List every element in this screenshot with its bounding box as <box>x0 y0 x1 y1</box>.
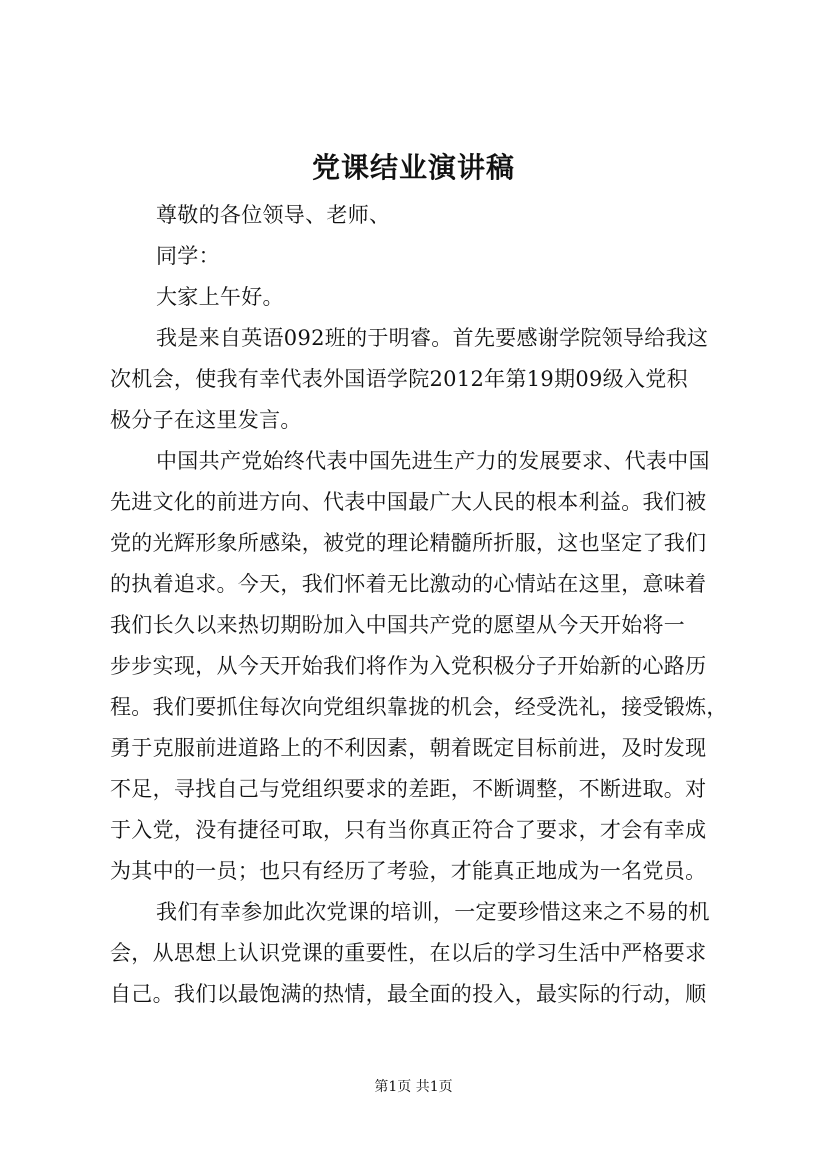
text-line: 会，从思想上认识党课的重要性，在以后的学习生活中严格要求 <box>110 941 707 965</box>
page-footer: 第1页 共1页 <box>374 1079 453 1095</box>
text-line: 的执着追求。今天，我们怀着无比激动的心情站在这里，意味着 <box>110 572 707 596</box>
text-line: 我是来自英语092班的于明睿。首先要感谢学院领导给我这 <box>156 326 709 350</box>
text-line: 勇于克服前进道路上的不利因素，朝着既定目标前进，及时发现 <box>110 736 707 760</box>
text-line: 中国共产党始终代表中国先进生产力的发展要求、代表中国 <box>156 449 710 473</box>
text-line: 我们长久以来热切期盼加入中国共产党的愿望从今天开始将一 <box>110 613 686 637</box>
text-line: 党的光辉形象所感染，被党的理论精髓所折服，这也坚定了我们 <box>110 531 707 555</box>
text-line: 极分子在这里发言。 <box>110 408 302 432</box>
document-title: 党课结业演讲稿 <box>311 151 515 184</box>
text-line: 程。我们要抓住每次向党组织靠拢的机会，经受洗礼，接受锻炼， <box>110 695 728 719</box>
text-line: 为其中的一员；也只有经历了考验，才能真正地成为一名党员。 <box>110 859 707 883</box>
text-line: 于入党，没有捷径可取，只有当你真正符合了要求，才会有幸成 <box>110 818 707 842</box>
document-body <box>110 195 728 1015</box>
text-line: 尊敬的各位领导、老师、 <box>156 203 391 227</box>
text-line: 先进文化的前进方向、代表中国最广大人民的根本利益。我们被 <box>110 490 707 514</box>
text-line: 同学： <box>156 244 220 268</box>
text-line: 步步实现，从今天开始我们将作为入党积极分子开始新的心路历 <box>110 654 707 678</box>
text-line: 不足，寻找自己与党组织要求的差距，不断调整，不断进取。对 <box>110 777 707 801</box>
text-line: 我们有幸参加此次党课的培训，一定要珍惜这来之不易的机 <box>156 900 710 924</box>
text-line: 次机会，使我有幸代表外国语学院2012年第19期09级入党积 <box>110 367 688 391</box>
text-line: 大家上午好。 <box>156 285 284 309</box>
text-line: 自己。我们以最饱满的热情，最全面的投入，最实际的行动，顺 <box>110 982 707 1006</box>
